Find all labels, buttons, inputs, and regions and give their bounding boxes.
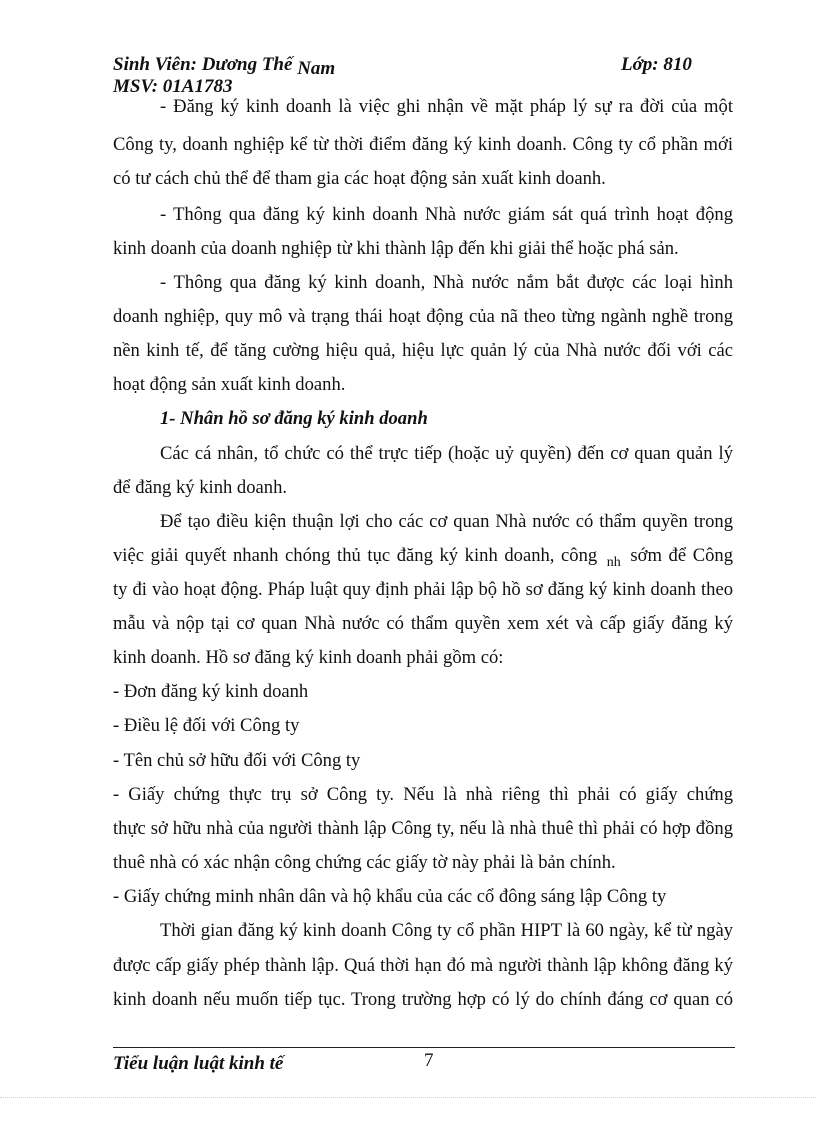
footer-divider <box>113 1047 735 1048</box>
list-item: - Tên chủ sở hữu đối với Công ty <box>113 750 361 771</box>
body-line: thực sở hữu nhà của người thành lập Công ty, nếu là nhà thuê thì phải có hợp đồng <box>113 818 733 839</box>
body-line: được cấp giấy phép thành lập. Quá thời hạn đó mà người thành lập không đăng ký <box>113 955 733 976</box>
body-line: ty đi vào hoạt động. Pháp luật quy định phải lập bộ hồ sơ đăng ký kinh doanh theo <box>113 579 733 600</box>
page-number: 7 <box>424 1050 434 1071</box>
body-line: - Thông qua đăng ký kinh doanh Nhà nước giám sát quá trình hoạt động <box>160 204 733 225</box>
body-line: Để tạo điều kiện thuận lợi cho các cơ quan Nhà nước có thẩm quyền trong <box>160 511 733 532</box>
section-heading: 1- Nhân hồ sơ đăng ký kinh doanh <box>160 408 428 429</box>
body-line: kinh doanh. Hồ sơ đăng ký kinh doanh phải gồm có: <box>113 647 504 668</box>
list-item: - Giấy chứng thực trụ sở Công ty. Nếu là nhà riêng thì phải có giấy chứng <box>113 784 733 805</box>
body-line: doanh nghiệp, quy mô và trạng thái hoạt động của nã theo từng ngành nghề trong <box>113 306 733 327</box>
body-line: thuê nhà có xác nhận công chứng các giấy tờ này phải là bản chính. <box>113 852 616 873</box>
student-id: MSV: 01A1783 <box>113 76 233 97</box>
body-line: - Thông qua đăng ký kinh doanh, Nhà nước nắm bắt được các loại hình <box>160 272 733 293</box>
body-line: - Đăng ký kinh doanh là việc ghi nhận về mặt pháp lý sự ra đời của một <box>160 96 733 117</box>
list-item: - Giấy chứng minh nhân dân và hộ khẩu của các cổ đông sáng lập Công ty <box>113 886 667 907</box>
list-item: - Đơn đăng ký kinh doanh <box>113 681 309 702</box>
list-item: - Điều lệ đối với Công ty <box>113 715 300 736</box>
class-label: Lớp: 810 <box>621 54 692 75</box>
page-edge-divider <box>0 1097 816 1098</box>
body-line: Thời gian đăng ký kinh doanh Công ty cổ phần HIPT là 60 ngày, kể từ ngày <box>160 920 733 941</box>
body-line: kinh doanh của doanh nghiệp từ khi thành lập đến khi giải thể hoặc phá sản. <box>113 238 679 259</box>
body-line: việc giải quyết nhanh chóng thủ tục đăng ký kinh doanh, công $_{nh}$ sớm để Công <box>113 545 733 570</box>
body-line: nền kinh tế, để tăng cường hiệu quả, hiệu lực quản lý của Nhà nước đối với các <box>113 340 733 361</box>
body-line: hoạt động sản xuất kinh doanh. <box>113 374 346 395</box>
body-line: để đăng ký kinh doanh. <box>113 477 288 498</box>
body-line: có tư cách chủ thể để tham gia các hoạt động sản xuất kinh doanh. <box>113 168 606 189</box>
body-line: mẫu và nộp tại cơ quan Nhà nước có thẩm quyền xem xét và cấp giấy đăng ký <box>113 613 733 634</box>
body-line: Các cá nhân, tổ chức có thể trực tiếp (hoặc uỷ quyền) đến cơ quan quản lý <box>160 443 733 464</box>
student-name: Sinh Viên: Dương Thế Nam <box>113 54 336 79</box>
footer-title: Tiểu luận luật kinh tế <box>113 1053 284 1074</box>
body-line: Công ty, doanh nghiệp kể từ thời điểm đăng ký kinh doanh. Công ty cổ phần mới <box>113 134 733 155</box>
body-line: kinh doanh nếu muốn tiếp tục. Trong trường hợp có lý do chính đáng cơ quan có <box>113 989 733 1010</box>
